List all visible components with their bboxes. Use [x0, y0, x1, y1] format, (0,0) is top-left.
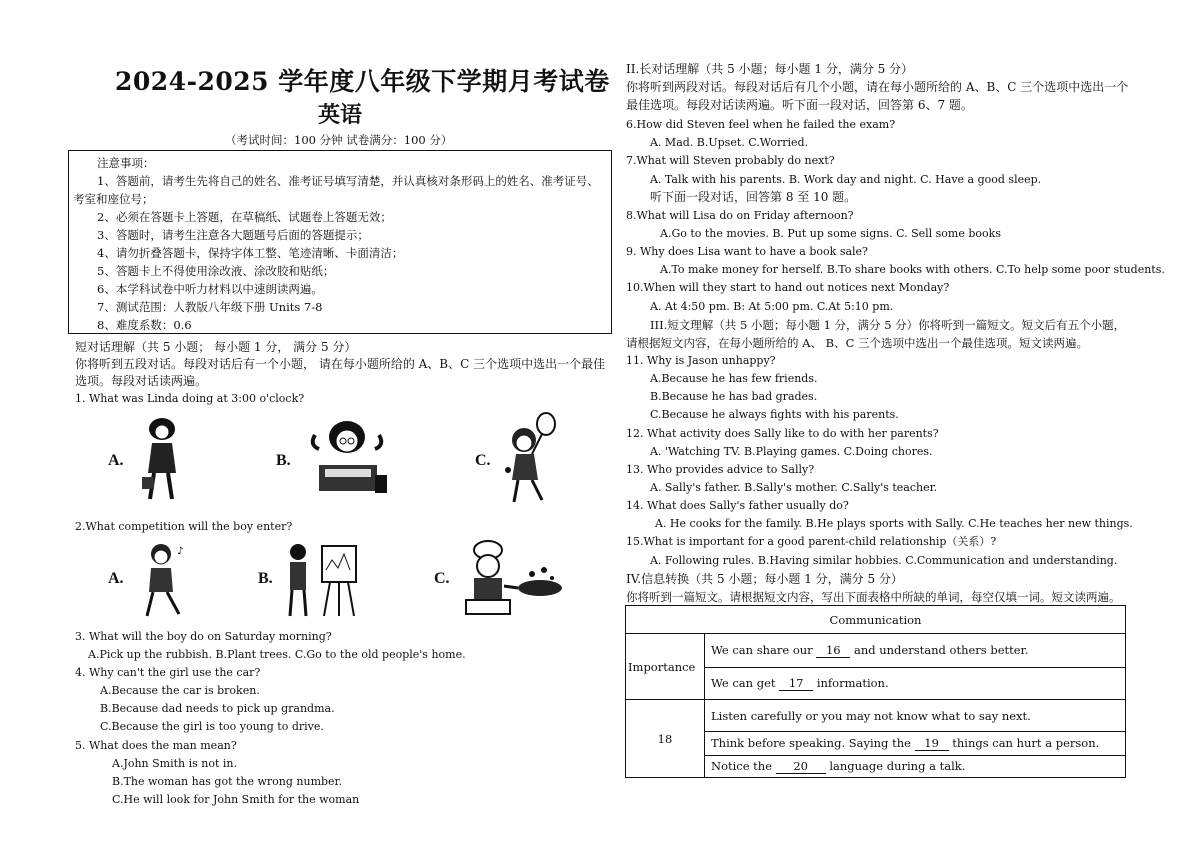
question-5: 5. What does the man mean? — [75, 739, 237, 752]
question-10-options: A. At 4:50 pm. B: At 5:00 pm. C.At 5:10 pm. — [650, 300, 894, 313]
row-text: things can hurt a person. — [952, 736, 1100, 750]
notice-item: 7、测试范围：人教版八年级下册 Units 7-8 — [97, 300, 323, 314]
option-label: B. — [276, 452, 291, 469]
section1-heading: 短对话理解（共 5 小题； 每小题 1 分， 满分 5 分） — [75, 340, 357, 354]
notice-item: 考室和座位号； — [73, 192, 154, 206]
table-title: Communication — [626, 606, 1126, 634]
question-13: 13. Who provides advice to Sally? — [626, 463, 815, 476]
question-4-option-b: B.Because dad needs to pick up grandma. — [100, 702, 335, 715]
section1-instructions: 选项。每段对话读两遍。 — [75, 374, 208, 388]
table-row — [705, 732, 1126, 756]
question-5-option-c: C.He will look for John Smith for the woman — [112, 793, 360, 806]
notice-item: 4、请勿折叠答题卡，保持字体工整、笔迹清晰、卡面清洁； — [97, 246, 404, 260]
girl-walking-image — [138, 415, 188, 505]
question-1: 1. What was Linda doing at 3:00 o'clock? — [75, 392, 305, 405]
row-text: We can share our — [711, 643, 813, 657]
row-text: language during a talk. — [829, 759, 966, 773]
row-text: information. — [816, 676, 889, 690]
girl-studying-image — [305, 415, 390, 505]
boy-painting-image — [282, 540, 362, 620]
question-3-options: A.Pick up the rubbish. B.Plant trees. C.Go to the old people's home. — [88, 648, 466, 661]
notice-item: 1、答题前，请考生先将自己的姓名、准考证号填写清楚，并认真核对条形码上的姓名、准考证号、 — [97, 174, 599, 188]
question-4-option-c: C.Because the girl is too young to drive. — [100, 720, 324, 733]
option-label: A. — [108, 452, 124, 469]
exam-title: 2024-2025 学年度八年级下学期月考试卷 — [115, 67, 610, 96]
answer-blank-20[interactable]: 20 — [776, 759, 826, 774]
question-4: 4. Why can't the girl use the car? — [75, 666, 261, 679]
question-9-options: A.To make money for herself. B.To share books with others. C.To help some poor students. — [660, 263, 1165, 276]
communication-table — [625, 605, 1126, 778]
section3-heading: III.短文理解（共 5 小题；每小题 1 分，满分 5 分）你将听到一篇短文。短文后有五个小题， — [650, 318, 1126, 332]
question-12: 12. What activity does Sally like to do with her parents? — [626, 427, 939, 440]
table-row — [705, 668, 1126, 700]
option-label: A. — [108, 570, 124, 587]
question-11-option-c: C.Because he always fights with his parents. — [650, 408, 899, 421]
row-text: We can get — [711, 676, 776, 690]
option-label: C. — [434, 570, 450, 587]
row-text: Notice the — [711, 759, 773, 773]
subject-title: 英语 — [318, 102, 363, 128]
table-row — [705, 756, 1126, 778]
question-6-options: A. Mad. B.Upset. C.Worried. — [650, 136, 809, 149]
notice-item: 5、答题卡上不得使用涂改液、涂改胶和贴纸； — [97, 264, 335, 278]
svg-text:♪: ♪ — [177, 546, 184, 557]
question-8-options: A.Go to the movies. B. Put up some signs. C. Sell some books — [660, 227, 1001, 240]
notice-item: 6、本学科试卷中听力材料以中速朗读两遍。 — [97, 282, 323, 296]
question-15-options: A. Following rules. B.Having similar hobbies. C.Communication and understanding. — [650, 554, 1118, 567]
answer-blank-18[interactable]: 18 — [626, 700, 705, 778]
question-14: 14. What does Sally's father usually do? — [626, 499, 849, 512]
boy-singing-image — [135, 540, 195, 620]
notice-item: 2、必须在答题卡上答题，在草稿纸、试题卷上答题无效； — [97, 210, 392, 224]
exam-info: （考试时间：100 分钟 试卷满分：100 分） — [225, 133, 453, 147]
answer-blank-16[interactable]: 16 — [816, 643, 850, 658]
notice-box — [68, 150, 612, 334]
question-8: 8.What will Lisa do on Friday afternoon? — [626, 209, 854, 222]
question-9: 9. Why does Lisa want to have a book sale? — [626, 245, 868, 258]
section3-instructions: 请根据短文内容，在每小题所给的 A、 B、C 三个选项中选出一个最佳选项。短文读两遍。 — [626, 336, 1089, 350]
girl-playing-tennis-image — [498, 410, 568, 510]
table-row — [705, 634, 1126, 668]
question-5-option-a: A.John Smith is not in. — [112, 757, 238, 770]
question-3: 3. What will the boy do on Saturday morning? — [75, 630, 332, 643]
question-7: 7.What will Steven probably do next? — [626, 154, 835, 167]
question-11: 11. Why is Jason unhappy? — [626, 354, 776, 367]
question-11-option-b: B.Because he has bad grades. — [650, 390, 818, 403]
question-4-option-a: A.Because the car is broken. — [100, 684, 260, 697]
row-text: Think before speaking. Saying the — [711, 736, 911, 750]
section1-instructions: 你将听到五段对话。每段对话后有一个小题， 请在每小题所给的 A、B、C 三个选项中选出一个最佳 — [75, 357, 606, 371]
answer-blank-19[interactable]: 19 — [915, 736, 949, 751]
section2-instructions: 你将听到两段对话。每段对话后有几个小题，请在每小题所给的 A、B、C 三个选项中选出一个 — [626, 80, 1129, 94]
option-label: C. — [475, 452, 491, 469]
importance-label: Importance — [626, 634, 705, 700]
question-6: 6.How did Steven feel when he failed the exam? — [626, 118, 896, 131]
answer-blank-17[interactable]: 17 — [779, 676, 813, 691]
question-11-option-a: A.Because he has few friends. — [650, 372, 818, 385]
question-13-options: A. Sally's father. B.Sally's mother. C.Sally's teacher. — [650, 481, 938, 494]
chef-cooking-image — [460, 538, 570, 620]
section4-instructions: 你将听到一篇短文。请根据短文内容，写出下面表格中所缺的单词，每空仅填一词。短文读两遍。 — [626, 590, 1121, 604]
notice-item: 8、难度系数：0.6 — [97, 318, 192, 332]
question-2: 2.What competition will the boy enter? — [75, 520, 293, 533]
section2-heading: II.长对话理解（共 5 小题；每小题 1 分，满分 5 分） — [626, 62, 914, 76]
section4-heading: IV.信息转换（共 5 小题；每小题 1 分，满分 5 分） — [626, 572, 903, 586]
section2-instructions: 最佳选项。每段对话读两遍。听下面一段对话，回答第 6、7 题。 — [626, 98, 973, 112]
question-7-options: A. Talk with his parents. B. Work day and night. C. Have a good sleep. — [650, 173, 1042, 186]
question-15: 15.What is important for a good parent-child relationship（关系）? — [626, 535, 997, 548]
notice-item: 3、答题时，请考生注意各大题题号后面的答题提示； — [97, 228, 369, 242]
question-14-options: A. He cooks for the family. B.He plays sports with Sally. C.He teaches her new things. — [655, 517, 1133, 530]
question-5-option-b: B.The woman has got the wrong number. — [112, 775, 343, 788]
option-label: B. — [258, 570, 273, 587]
question-12-options: A. 'Watching TV. B.Playing games. C.Doing chores. — [650, 445, 933, 458]
table-row: Listen carefully or you may not know what to say next. — [705, 700, 1126, 732]
question-10: 10.When will they start to hand out notices next Monday? — [626, 281, 950, 294]
notice-heading: 注意事项： — [97, 156, 155, 170]
row-text: and understand others better. — [853, 643, 1029, 657]
section2-subinstruction: 听下面一段对话，回答第 8 至 10 题。 — [650, 190, 857, 204]
